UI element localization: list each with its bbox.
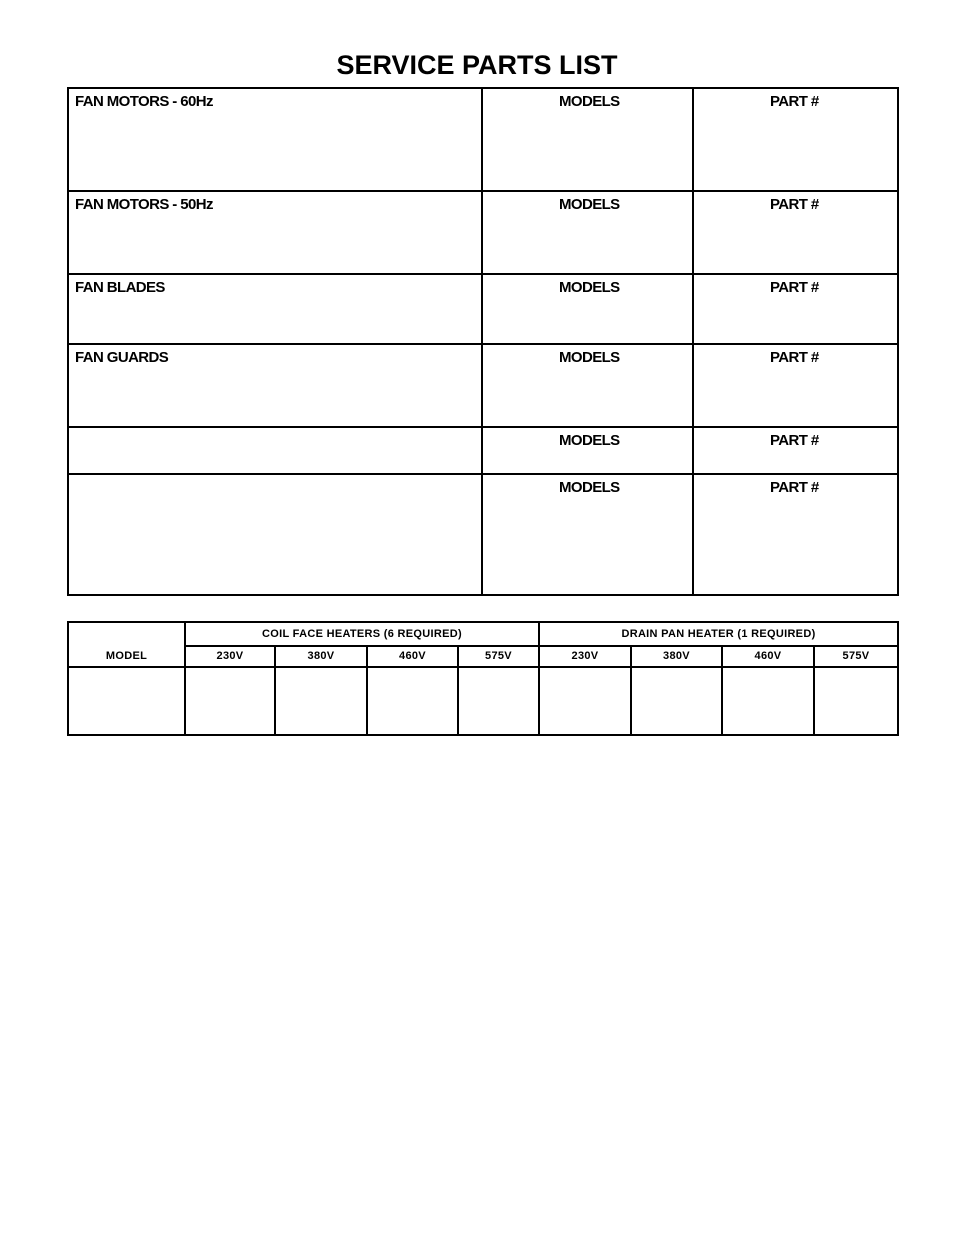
part-number-header: PART # xyxy=(770,432,819,449)
models-header: MODELS xyxy=(559,349,620,366)
model-header: MODEL xyxy=(105,650,148,662)
part-number-header: PART # xyxy=(770,479,819,496)
models-header: MODELS xyxy=(559,93,620,110)
coil-face-heaters-header: COIL FACE HEATERS (6 REQUIRED) xyxy=(262,628,462,640)
drain-voltage-460v: 460V xyxy=(754,650,782,662)
drain-voltage-575v: 575V xyxy=(842,650,870,662)
header-bottom-rule xyxy=(69,666,897,668)
heater-table xyxy=(67,621,899,736)
models-header: MODELS xyxy=(559,279,620,296)
drain-voltage-230v: 230V xyxy=(571,650,599,662)
models-header: MODELS xyxy=(559,196,620,213)
models-header: MODELS xyxy=(559,479,620,496)
part-number-header: PART # xyxy=(770,93,819,110)
coil-voltage-460v: 460V xyxy=(399,650,426,662)
header-divider xyxy=(184,645,897,647)
parts-row-blank-1 xyxy=(69,428,897,475)
page-title: SERVICE PARTS LIST xyxy=(336,50,618,80)
part-number-header: PART # xyxy=(770,279,819,296)
parts-row-label: FAN GUARDS xyxy=(75,349,169,366)
part-number-header: PART # xyxy=(770,349,819,366)
parts-table xyxy=(67,87,899,596)
parts-row-label: FAN MOTORS - 60Hz xyxy=(75,93,213,110)
drain-voltage-380v: 380V xyxy=(663,650,690,662)
parts-row-blank-2 xyxy=(69,475,897,594)
parts-row-fan-blades xyxy=(69,275,897,345)
coil-voltage-575v: 575V xyxy=(485,650,512,662)
models-header: MODELS xyxy=(559,432,620,449)
parts-row-fan-motors-60hz xyxy=(69,89,897,192)
part-number-header: PART # xyxy=(770,196,819,213)
parts-row-fan-motors-50hz xyxy=(69,192,897,275)
drain-pan-heater-header: DRAIN PAN HEATER (1 REQUIRED) xyxy=(621,628,816,640)
coil-voltage-380v: 380V xyxy=(307,650,335,662)
coil-voltage-230v: 230V xyxy=(216,650,244,662)
parts-row-label: FAN BLADES xyxy=(75,279,165,296)
parts-row-fan-guards xyxy=(69,345,897,428)
parts-row-label: FAN MOTORS - 50Hz xyxy=(75,196,213,213)
